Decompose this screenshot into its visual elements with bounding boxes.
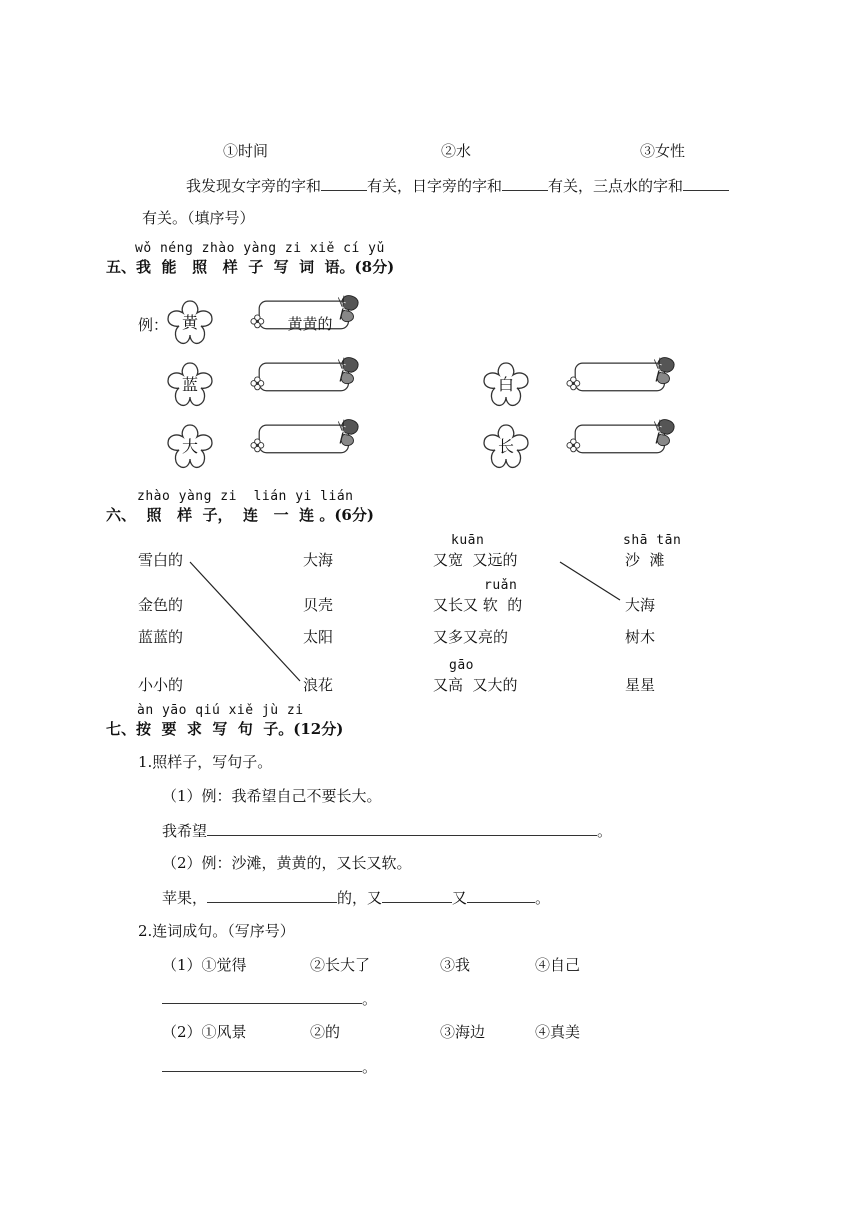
match-right-pinyin: kuān — [451, 533, 485, 548]
flower-char: 蓝 — [181, 375, 198, 394]
q7-example-2: （2）例：沙滩，黄黄的，又长又软。 — [162, 854, 412, 872]
match-right-item[interactable]: 又多又亮的 — [433, 628, 509, 646]
q7-pinyin: àn yāo qiú xiě jù zi — [137, 703, 304, 718]
match-right-pinyin: ruǎn — [484, 578, 518, 593]
option-time: ①时间 — [223, 142, 269, 160]
answer-blank[interactable] — [467, 886, 535, 903]
flower-char: 大 — [181, 437, 198, 456]
answer-blank[interactable] — [162, 1055, 362, 1072]
q7-fill-1: 我希望 。 — [162, 819, 612, 841]
match-mid-item[interactable]: 贝壳 — [303, 596, 334, 614]
match-far-item[interactable]: 沙 滩 — [625, 551, 665, 569]
word-option: ④真美 — [535, 1023, 581, 1041]
match-mid-item[interactable]: 浪花 — [303, 676, 334, 694]
word-option: ②的 — [310, 1023, 341, 1041]
match-far-item[interactable]: 大海 — [625, 596, 656, 614]
match-left-item[interactable]: 小小的 — [138, 676, 184, 694]
match-right-item[interactable]: 又长又 软 的 — [433, 596, 523, 614]
answer-blank[interactable] — [162, 987, 362, 1004]
flower-char: 白 — [497, 375, 514, 394]
answer-blank[interactable] — [382, 886, 452, 903]
match-right-pinyin: gāo — [449, 658, 474, 673]
word-option: ③我 — [440, 956, 471, 974]
q6-title: 六、 照 样 子， 连 一 连 。(6分) — [106, 506, 374, 524]
q7-title: 七、按 要 求 写 句 子。(12分) — [106, 720, 344, 738]
tag-answer: 黄黄的 — [287, 315, 333, 333]
q7-example-1: （1）例：我希望自己不要长大。 — [162, 787, 382, 805]
answer-blank[interactable] — [207, 886, 337, 903]
match-far-pinyin: shā tān — [623, 533, 682, 548]
match-left-item[interactable]: 蓝蓝的 — [138, 628, 184, 646]
flower-char: 黄 — [181, 313, 198, 332]
q7-fill-2: 苹果， 的，又 又 。 — [162, 886, 550, 908]
match-far-item[interactable]: 星星 — [625, 676, 656, 694]
example-label: 例： — [138, 316, 169, 334]
q5-title: 五、我 能 照 样 子 写 词 语。(8分) — [106, 258, 395, 276]
q7-answer-line-1: 。 — [162, 987, 377, 1009]
word-option: （2）①风景 — [162, 1023, 247, 1041]
q6-pinyin: zhào yàng zi lián yi lián — [137, 489, 354, 504]
q4-sentence-end: 有关。（填序号） — [142, 209, 255, 227]
word-option: ③海边 — [440, 1023, 486, 1041]
q5-pinyin: wǒ néng zhào yàng zi xiě cí yǔ — [135, 241, 385, 256]
match-left-item[interactable]: 雪白的 — [138, 551, 184, 569]
q4-sentence: 我发现女字旁的字和 有关，日字旁的字和 有关，三点水的字和 — [186, 174, 729, 196]
option-female: ③女性 — [640, 142, 686, 160]
answer-blank[interactable] — [207, 819, 597, 836]
match-line — [560, 562, 620, 600]
flower-char: 长 — [497, 437, 514, 456]
match-left-item[interactable]: 金色的 — [138, 596, 184, 614]
word-option: ④自己 — [535, 956, 581, 974]
match-right-item[interactable]: 又高 又大的 — [433, 676, 518, 694]
option-water: ②水 — [441, 142, 472, 160]
q7-subquestion-2: 2.连词成句。（写序号） — [138, 922, 295, 940]
word-option: （1）①觉得 — [162, 956, 247, 974]
match-mid-item[interactable]: 大海 — [303, 551, 334, 569]
q7-subquestion-1: 1.照样子，写句子。 — [138, 753, 273, 771]
match-line — [190, 562, 300, 681]
match-right-item[interactable]: 又宽 又远的 — [433, 551, 518, 569]
match-far-item[interactable]: 树木 — [625, 628, 656, 646]
match-mid-item[interactable]: 太阳 — [303, 628, 334, 646]
q7-answer-line-2: 。 — [162, 1055, 377, 1077]
word-option: ②长大了 — [310, 956, 371, 974]
